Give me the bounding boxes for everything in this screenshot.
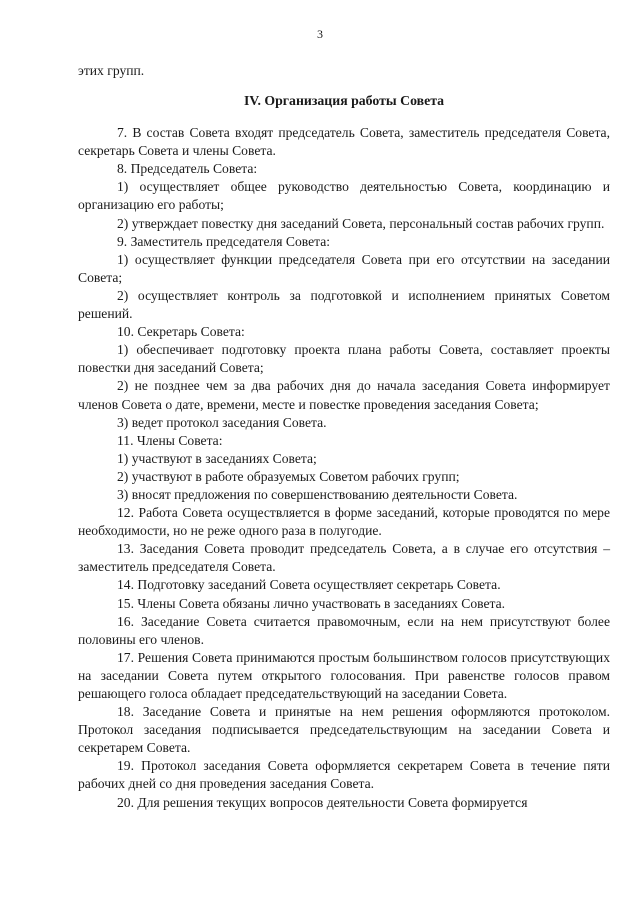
paragraph-11-3: 3) вносят предложения по совершенствованию деятельности Совета. bbox=[117, 486, 518, 502]
paragraph-10-3: 3) ведет протокол заседания Совета. bbox=[117, 414, 327, 430]
paragraph-19: 19. Протокол заседания Совета оформляется секретарем Совета в течение пяти рабочих дней со дня проведения заседания Совета. bbox=[78, 758, 610, 792]
paragraph-9: 9. Заместитель председателя Совета: bbox=[117, 233, 331, 249]
paragraph-11-1: 1) участвуют в заседаниях Совета; bbox=[117, 450, 317, 466]
paragraph-15: 15. Члены Совета обязаны лично участвовать в заседаниях Совета. bbox=[117, 595, 506, 611]
section-heading: IV. Организация работы Совета bbox=[243, 93, 445, 109]
paragraph-7: 7. В состав Совета входят председатель Совета, заместитель председателя Совета, секретарь Совета и члены Совета. bbox=[78, 125, 610, 159]
paragraph-16: 16. Заседание Совета считается правомочным, если на нем присутствуют более половины его членов. bbox=[78, 613, 610, 647]
document-body bbox=[78, 62, 610, 812]
paragraph-9-2: 2) осуществляет контроль за подготовкой и исполнением принятых Советом решений. bbox=[78, 287, 610, 322]
paragraph-13: 13. Заседания Совета проводит председатель Совета, а в случае его отсутствия – заместитель председателя Совета. bbox=[78, 541, 610, 575]
paragraph-14: 14. Подготовку заседаний Совета осуществляет секретарь Совета. bbox=[117, 577, 501, 593]
paragraph-10-1: 1) обеспечивает подготовку проекта плана работы Совета, составляет проекты повестки дня заседаний Совета; bbox=[78, 342, 610, 376]
paragraph-18: 18. Заседание Совета и принятые на нем решения оформляются протоколом. Протокол заседания подписывается председательствующим на заседании Совета и секретарем Совета. bbox=[78, 704, 610, 756]
paragraph-11: 11. Члены Совета: bbox=[117, 432, 223, 448]
paragraph-20: 20. Для решения текущих вопросов деятельности Совета формируется bbox=[117, 794, 528, 810]
paragraph-9-1: 1) осуществляет функции председателя Совета при его отсутствии на заседании Совета; bbox=[78, 251, 610, 285]
paragraph-8-2: 2) утверждает повестку дня заседаний Совета, персональный состав рабочих групп. bbox=[117, 215, 605, 231]
paragraph-17: 17. Решения Совета принимаются простым большинством голосов присутствующих на заседании Совета путем открытого голосования. При равенстве голосов правом решающего голоса обладает председательствующий на заседании Совета. bbox=[78, 649, 610, 701]
page-number: 3 bbox=[317, 27, 323, 41]
paragraph-10-2: 2) не позднее чем за два рабочих дня до начала заседания Совета информирует членов Совета о дате, времени, месте и повестке проведения заседания Совета; bbox=[78, 378, 610, 412]
paragraph-8-1: 1) осуществляет общее руководство деятельностью Совета, координацию и организацию его работы; bbox=[78, 179, 610, 213]
paragraph-10: 10. Секретарь Совета: bbox=[117, 324, 245, 340]
paragraph-12: 12. Работа Совета осуществляется в форме заседаний, которые проводятся по мере необходимости, но не реже одного раза в полугодие. bbox=[78, 505, 610, 539]
paragraph-8: 8. Председатель Совета: bbox=[117, 161, 258, 177]
leading-fragment: этих групп. bbox=[78, 63, 145, 78]
paragraph-11-2: 2) участвуют в работе образуемых Советом рабочих групп; bbox=[117, 468, 460, 484]
